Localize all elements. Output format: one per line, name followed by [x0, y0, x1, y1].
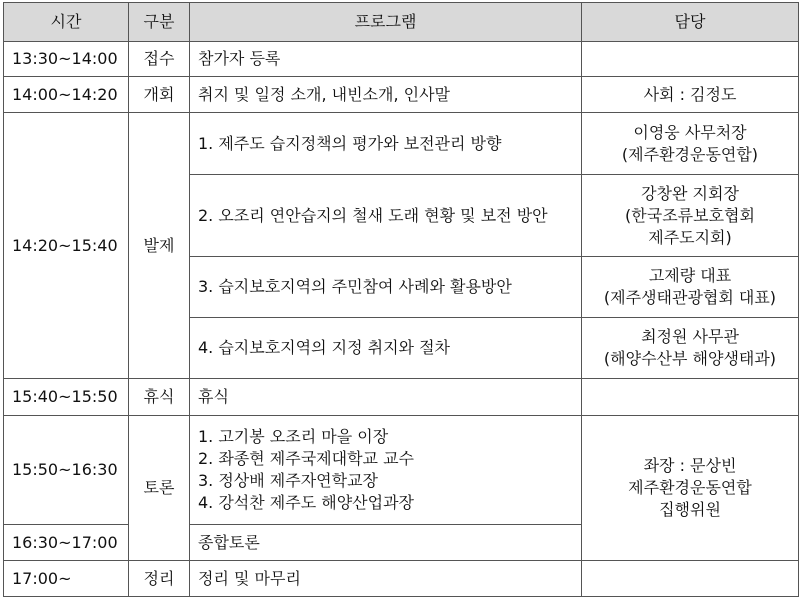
header-row — [4, 3, 799, 42]
table-row-presentation-1 — [4, 113, 799, 175]
category-cell: 토론 — [129, 416, 190, 561]
time-cell: 16:30~17:00 — [4, 525, 129, 561]
table-row-break — [4, 379, 799, 416]
program-cell: 정리 및 마무리 — [190, 561, 582, 597]
owner-cell — [582, 257, 799, 318]
panelist-line: 3. 정상배 제주자연학교장 — [198, 471, 378, 490]
time-cell: 14:00~14:20 — [4, 77, 129, 113]
owner-line: 최정원 사무관 — [641, 327, 739, 346]
owner-line: 좌장 : 문상빈 — [643, 456, 737, 475]
time-cell: 15:40~15:50 — [4, 379, 129, 416]
owner-line: (제주환경운동연합) — [621, 144, 759, 164]
category-cell: 휴식 — [129, 379, 190, 416]
owner-cell — [582, 379, 799, 416]
owner-line: 고제량 대표 — [648, 266, 732, 285]
time-cell: 15:50~16:30 — [4, 416, 129, 525]
program-cell: 휴식 — [190, 379, 582, 416]
table-row-registration — [4, 42, 799, 77]
program-cell: 4. 습지보호지역의 지정 취지와 절차 — [190, 318, 582, 379]
owner-line: 강창완 지회장 — [641, 183, 739, 203]
header-time: 시간 — [4, 3, 129, 42]
time-cell: 14:20~15:40 — [4, 113, 129, 379]
owner-line: (한국조류보호협회 — [625, 205, 755, 225]
category-cell: 접수 — [129, 42, 190, 77]
program-text: 2. 오조리 연안습지의 철새 도래 현황 및 보전 방안 — [198, 205, 548, 225]
owner-line: 제주도지회) — [648, 227, 732, 247]
panelist-line: 2. 좌종현 제주국제대학교 교수 — [198, 449, 414, 468]
program-cell: 1. 제주도 습지정책의 평가와 보전관리 방향 — [190, 113, 582, 175]
panelist-line: 4. 강석찬 제주도 해양산업과장 — [198, 493, 414, 512]
program-cell: 참가자 등록 — [190, 42, 582, 77]
owner-cell — [582, 42, 799, 77]
program-cell: 3. 습지보호지역의 주민참여 사례와 활용방안 — [190, 257, 582, 318]
owner-cell: 사회 : 김정도 — [582, 77, 799, 113]
owner-line: 집행위원 — [659, 500, 721, 519]
time-cell: 13:30~14:00 — [4, 42, 129, 77]
owner-line: (제주생태관광협회 대표) — [603, 288, 777, 307]
owner-cell — [582, 416, 799, 561]
category-cell: 개회 — [129, 77, 190, 113]
owner-line: 제주환경운동연합 — [628, 478, 752, 497]
table-row-opening — [4, 77, 799, 113]
table-row-closing — [4, 561, 799, 597]
time-cell: 17:00~ — [4, 561, 129, 597]
program-cell — [190, 416, 582, 525]
owner-cell — [582, 561, 799, 597]
header-owner: 담당 — [582, 3, 799, 42]
header-category: 구분 — [129, 3, 190, 42]
schedule-table — [3, 2, 799, 597]
owner-cell — [582, 318, 799, 379]
category-cell: 발제 — [129, 113, 190, 379]
program-cell: 종합토론 — [190, 525, 582, 561]
panelist-line: 1. 고기봉 오조리 마을 이장 — [198, 427, 389, 446]
category-cell: 정리 — [129, 561, 190, 597]
header-program: 프로그램 — [190, 3, 582, 42]
owner-line: 이영웅 사무처장 — [633, 122, 747, 142]
table-row-discussion — [4, 416, 799, 525]
program-cell — [190, 175, 582, 257]
owner-cell — [582, 175, 799, 257]
program-cell: 취지 및 일정 소개, 내빈소개, 인사말 — [190, 77, 582, 113]
owner-line: (해양수산부 해양생태과) — [603, 349, 777, 368]
owner-cell — [582, 113, 799, 175]
